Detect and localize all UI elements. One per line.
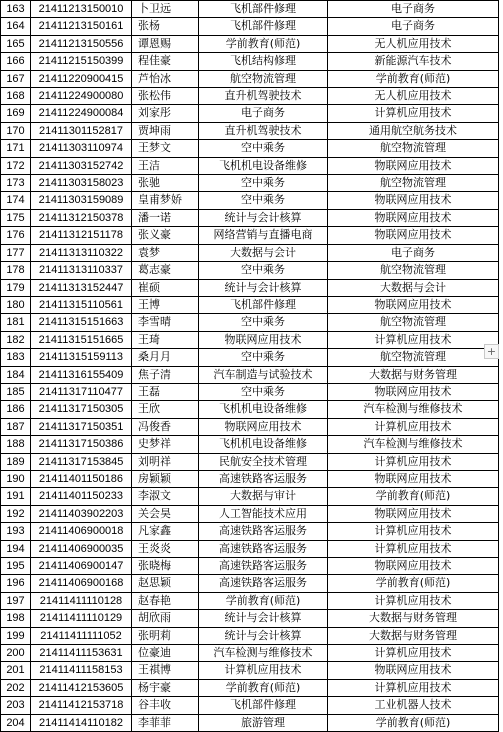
table-row xyxy=(1,35,499,52)
student-id-cell: 21411315151665 xyxy=(31,331,132,348)
table-row xyxy=(1,296,499,313)
target-major-cell: 计算机应用技术 xyxy=(328,645,499,662)
table-row xyxy=(1,366,499,383)
student-id-cell: 21411303152742 xyxy=(31,157,132,174)
student-name-cell: 芦怡冰 xyxy=(132,70,199,87)
table-row xyxy=(1,697,499,714)
student-id-cell: 21411316155409 xyxy=(31,366,132,383)
target-major-cell: 计算机应用技术 xyxy=(328,679,499,696)
student-name-cell: 袁梦 xyxy=(132,244,199,261)
student-name-cell: 刘明祥 xyxy=(132,453,199,470)
target-major-cell: 物联网应用技术 xyxy=(328,296,499,313)
student-name-cell: 张松伟 xyxy=(132,88,199,105)
table-row xyxy=(1,523,499,540)
original-major-cell: 空中乘务 xyxy=(199,314,328,331)
target-major-cell: 计算机应用技术 xyxy=(328,523,499,540)
original-major-cell: 飞机部件修理 xyxy=(199,296,328,313)
original-major-cell: 空中乘务 xyxy=(199,140,328,157)
row-index-cell: 194 xyxy=(1,540,31,557)
row-index-cell: 198 xyxy=(1,610,31,627)
target-major-cell: 电子商务 xyxy=(328,244,499,261)
table-row xyxy=(1,314,499,331)
target-major-cell: 计算机应用技术 xyxy=(328,540,499,557)
table-row xyxy=(1,175,499,192)
target-major-cell: 物联网应用技术 xyxy=(328,227,499,244)
original-major-cell: 空中乘务 xyxy=(199,262,328,279)
student-name-cell: 胡欣雨 xyxy=(132,610,199,627)
student-id-cell: 21411414110182 xyxy=(31,714,132,731)
target-major-cell: 航空物流管理 xyxy=(328,140,499,157)
target-major-cell: 计算机应用技术 xyxy=(328,331,499,348)
target-major-cell: 物联网应用技术 xyxy=(328,470,499,487)
table-row xyxy=(1,227,499,244)
student-name-cell: 谷丰收 xyxy=(132,697,199,714)
original-major-cell: 高速铁路客运服务 xyxy=(199,523,328,540)
row-index-cell: 196 xyxy=(1,575,31,592)
student-id-cell: 21411406900035 xyxy=(31,540,132,557)
target-major-cell: 物联网应用技术 xyxy=(328,558,499,575)
row-index-cell: 166 xyxy=(1,53,31,70)
student-id-cell: 21411317150351 xyxy=(31,418,132,435)
table-row xyxy=(1,714,499,731)
student-name-cell: 王磊 xyxy=(132,383,199,400)
student-name-cell: 葛志豪 xyxy=(132,262,199,279)
row-index-cell: 183 xyxy=(1,349,31,366)
row-index-cell: 191 xyxy=(1,488,31,505)
original-major-cell: 学前教育(师范) xyxy=(199,592,328,609)
table-row xyxy=(1,140,499,157)
table-row xyxy=(1,679,499,696)
table-row xyxy=(1,209,499,226)
student-name-cell: 赵春艳 xyxy=(132,592,199,609)
target-major-cell: 物联网应用技术 xyxy=(328,209,499,226)
table-row xyxy=(1,331,499,348)
original-major-cell: 飞机部件修理 xyxy=(199,1,328,18)
target-major-cell: 物联网应用技术 xyxy=(328,192,499,209)
student-name-cell: 史梦祥 xyxy=(132,436,199,453)
student-name-cell: 王博 xyxy=(132,296,199,313)
target-major-cell: 航空物流管理 xyxy=(328,262,499,279)
original-major-cell: 旅游管理 xyxy=(199,714,328,731)
student-id-cell: 21411412153718 xyxy=(31,697,132,714)
table-row xyxy=(1,262,499,279)
student-id-cell: 21411401150233 xyxy=(31,488,132,505)
original-major-cell: 高速铁路客运服务 xyxy=(199,540,328,557)
table-row xyxy=(1,627,499,644)
original-major-cell: 民航安全技术管理 xyxy=(199,453,328,470)
row-index-cell: 169 xyxy=(1,105,31,122)
student-name-cell: 王欣 xyxy=(132,401,199,418)
student-id-cell: 21411315159113 xyxy=(31,349,132,366)
student-name-cell: 王祺博 xyxy=(132,662,199,679)
student-name-cell: 房颖颖 xyxy=(132,470,199,487)
student-id-cell: 21411220900415 xyxy=(31,70,132,87)
table-row xyxy=(1,157,499,174)
student-name-cell: 王琦 xyxy=(132,331,199,348)
original-major-cell: 空中乘务 xyxy=(199,349,328,366)
row-index-cell: 177 xyxy=(1,244,31,261)
target-major-cell: 汽车检测与维修技术 xyxy=(328,401,499,418)
student-id-cell: 21411401150186 xyxy=(31,470,132,487)
target-major-cell: 航空物流管理 xyxy=(328,349,499,366)
table-row xyxy=(1,592,499,609)
student-name-cell: 张明莉 xyxy=(132,627,199,644)
table-row xyxy=(1,505,499,522)
student-name-cell: 卜卫远 xyxy=(132,1,199,18)
row-index-cell: 185 xyxy=(1,383,31,400)
row-index-cell: 164 xyxy=(1,18,31,35)
student-id-cell: 21411301152817 xyxy=(31,122,132,139)
original-major-cell: 电子商务 xyxy=(199,105,328,122)
target-major-cell: 无人机应用技术 xyxy=(328,35,499,52)
student-id-cell: 21411317110477 xyxy=(31,383,132,400)
student-id-cell: 21411315110561 xyxy=(31,296,132,313)
row-index-cell: 175 xyxy=(1,209,31,226)
student-id-cell: 21411406900147 xyxy=(31,558,132,575)
student-name-cell: 谭恩赐 xyxy=(132,35,199,52)
student-name-cell: 李雪晴 xyxy=(132,314,199,331)
row-index-cell: 202 xyxy=(1,679,31,696)
original-major-cell: 航空物流管理 xyxy=(199,70,328,87)
original-major-cell: 飞机部件修理 xyxy=(199,18,328,35)
original-major-cell: 汽车制造与试验技术 xyxy=(199,366,328,383)
table-row xyxy=(1,453,499,470)
row-index-cell: 204 xyxy=(1,714,31,731)
table-row xyxy=(1,418,499,435)
target-major-cell: 学前教育(师范) xyxy=(328,70,499,87)
row-index-cell: 173 xyxy=(1,175,31,192)
table-row xyxy=(1,401,499,418)
row-index-cell: 195 xyxy=(1,558,31,575)
row-index-cell: 168 xyxy=(1,88,31,105)
student-id-cell: 21411213150161 xyxy=(31,18,132,35)
student-name-cell: 焦子清 xyxy=(132,366,199,383)
target-major-cell: 汽车检测与维修技术 xyxy=(328,436,499,453)
target-major-cell: 学前教育(师范) xyxy=(328,575,499,592)
original-major-cell: 计算机应用技术 xyxy=(199,662,328,679)
table-row xyxy=(1,53,499,70)
target-major-cell: 新能源汽车技术 xyxy=(328,53,499,70)
original-major-cell: 飞机机电设备维修 xyxy=(199,401,328,418)
row-index-cell: 170 xyxy=(1,122,31,139)
student-name-cell: 皇甫梦娇 xyxy=(132,192,199,209)
target-major-cell: 计算机应用技术 xyxy=(328,592,499,609)
table-row xyxy=(1,1,499,18)
original-major-cell: 高速铁路客运服务 xyxy=(199,575,328,592)
student-name-cell: 张驰 xyxy=(132,175,199,192)
student-name-cell: 程佳豪 xyxy=(132,53,199,70)
original-major-cell: 飞机机电设备维修 xyxy=(199,157,328,174)
row-index-cell: 165 xyxy=(1,35,31,52)
student-id-cell: 21411411110128 xyxy=(31,592,132,609)
target-major-cell: 大数据与财务管理 xyxy=(328,366,499,383)
row-index-cell: 189 xyxy=(1,453,31,470)
original-major-cell: 汽车检测与维修技术 xyxy=(199,645,328,662)
original-major-cell: 人工智能技术应用 xyxy=(199,505,328,522)
target-major-cell: 计算机应用技术 xyxy=(328,453,499,470)
target-major-cell: 通用航空航务技术 xyxy=(328,122,499,139)
student-id-cell: 21411215150399 xyxy=(31,53,132,70)
student-id-cell: 21411303159089 xyxy=(31,192,132,209)
row-index-cell: 179 xyxy=(1,279,31,296)
student-id-cell: 21411411158153 xyxy=(31,662,132,679)
target-major-cell: 电子商务 xyxy=(328,1,499,18)
student-name-cell: 凡家鑫 xyxy=(132,523,199,540)
student-id-cell: 21411313110337 xyxy=(31,262,132,279)
student-id-cell: 21411313152447 xyxy=(31,279,132,296)
row-index-cell: 192 xyxy=(1,505,31,522)
table-row xyxy=(1,18,499,35)
student-name-cell: 崔硕 xyxy=(132,279,199,296)
student-id-cell: 21411224900084 xyxy=(31,105,132,122)
student-name-cell: 王洁 xyxy=(132,157,199,174)
original-major-cell: 直升机驾驶技术 xyxy=(199,88,328,105)
student-name-cell: 李淑文 xyxy=(132,488,199,505)
target-major-cell: 无人机应用技术 xyxy=(328,88,499,105)
original-major-cell: 学前教育(师范) xyxy=(199,35,328,52)
target-major-cell: 物联网应用技术 xyxy=(328,383,499,400)
target-major-cell: 物联网应用技术 xyxy=(328,505,499,522)
row-index-cell: 187 xyxy=(1,418,31,435)
row-index-cell: 176 xyxy=(1,227,31,244)
student-id-cell: 21411317150386 xyxy=(31,436,132,453)
table-row xyxy=(1,436,499,453)
student-id-cell: 21411412153605 xyxy=(31,679,132,696)
table-row xyxy=(1,105,499,122)
table-row xyxy=(1,279,499,296)
original-major-cell: 高速铁路客运服务 xyxy=(199,558,328,575)
original-major-cell: 网络营销与直播电商 xyxy=(199,227,328,244)
student-id-cell: 21411313110322 xyxy=(31,244,132,261)
student-id-cell: 21411303110974 xyxy=(31,140,132,157)
table-row xyxy=(1,610,499,627)
target-major-cell: 计算机应用技术 xyxy=(328,418,499,435)
student-id-cell: 21411411110129 xyxy=(31,610,132,627)
original-major-cell: 统计与会计核算 xyxy=(199,610,328,627)
student-name-cell: 王炎炎 xyxy=(132,540,199,557)
table-row xyxy=(1,70,499,87)
original-major-cell: 空中乘务 xyxy=(199,383,328,400)
student-id-cell: 21411317153845 xyxy=(31,453,132,470)
target-major-cell: 物联网应用技术 xyxy=(328,157,499,174)
student-name-cell: 冯俊香 xyxy=(132,418,199,435)
table-row xyxy=(1,192,499,209)
student-id-cell: 21411213150556 xyxy=(31,35,132,52)
student-id-cell: 21411406900168 xyxy=(31,575,132,592)
row-index-cell: 174 xyxy=(1,192,31,209)
original-major-cell: 直升机驾驶技术 xyxy=(199,122,328,139)
original-major-cell: 飞机结构修理 xyxy=(199,53,328,70)
student-id-cell: 21411312150378 xyxy=(31,209,132,226)
row-index-cell: 201 xyxy=(1,662,31,679)
original-major-cell: 统计与会计核算 xyxy=(199,627,328,644)
target-major-cell: 计算机应用技术 xyxy=(328,105,499,122)
table-row xyxy=(1,244,499,261)
row-index-cell: 197 xyxy=(1,592,31,609)
student-id-cell: 21411317150305 xyxy=(31,401,132,418)
expand-button[interactable]: + xyxy=(484,344,499,359)
row-index-cell: 163 xyxy=(1,1,31,18)
row-index-cell: 200 xyxy=(1,645,31,662)
original-major-cell: 大数据与审计 xyxy=(199,488,328,505)
student-id-cell: 21411213150010 xyxy=(31,1,132,18)
student-name-cell: 位豪迪 xyxy=(132,645,199,662)
table-row xyxy=(1,558,499,575)
student-id-cell: 21411411111052 xyxy=(31,627,132,644)
target-major-cell: 大数据与财务管理 xyxy=(328,610,499,627)
row-index-cell: 199 xyxy=(1,627,31,644)
target-major-cell: 电子商务 xyxy=(328,18,499,35)
target-major-cell: 大数据与会计 xyxy=(328,279,499,296)
original-major-cell: 飞机部件修理 xyxy=(199,697,328,714)
table-row xyxy=(1,349,499,366)
target-major-cell: 工业机器人技术 xyxy=(328,697,499,714)
target-major-cell: 学前教育(师范) xyxy=(328,488,499,505)
student-id-cell: 21411315151663 xyxy=(31,314,132,331)
table-row xyxy=(1,575,499,592)
table-body xyxy=(1,1,499,732)
student-name-cell: 张杨 xyxy=(132,18,199,35)
student-id-cell: 21411224900080 xyxy=(31,88,132,105)
student-name-cell: 张义豪 xyxy=(132,227,199,244)
table-row xyxy=(1,383,499,400)
table-row xyxy=(1,488,499,505)
student-name-cell: 王梦文 xyxy=(132,140,199,157)
student-name-cell: 关会昊 xyxy=(132,505,199,522)
row-index-cell: 180 xyxy=(1,296,31,313)
table-row xyxy=(1,662,499,679)
table-row xyxy=(1,88,499,105)
student-id-cell: 21411406900018 xyxy=(31,523,132,540)
original-major-cell: 空中乘务 xyxy=(199,192,328,209)
student-name-cell: 潘一诺 xyxy=(132,209,199,226)
row-index-cell: 190 xyxy=(1,470,31,487)
row-index-cell: 188 xyxy=(1,436,31,453)
table-row xyxy=(1,470,499,487)
table-row xyxy=(1,645,499,662)
row-index-cell: 186 xyxy=(1,401,31,418)
target-major-cell: 航空物流管理 xyxy=(328,314,499,331)
row-index-cell: 167 xyxy=(1,70,31,87)
row-index-cell: 182 xyxy=(1,331,31,348)
table-row xyxy=(1,122,499,139)
student-name-cell: 刘家彤 xyxy=(132,105,199,122)
original-major-cell: 大数据与会计 xyxy=(199,244,328,261)
student-name-cell: 张晓梅 xyxy=(132,558,199,575)
student-name-cell: 贾坤雨 xyxy=(132,122,199,139)
target-major-cell: 航空物流管理 xyxy=(328,175,499,192)
table-row xyxy=(1,540,499,557)
row-index-cell: 181 xyxy=(1,314,31,331)
row-index-cell: 184 xyxy=(1,366,31,383)
student-name-cell: 杨宇豪 xyxy=(132,679,199,696)
student-id-cell: 21411411153631 xyxy=(31,645,132,662)
row-index-cell: 171 xyxy=(1,140,31,157)
original-major-cell: 高速铁路客运服务 xyxy=(199,470,328,487)
student-name-cell: 桑月月 xyxy=(132,349,199,366)
original-major-cell: 空中乘务 xyxy=(199,175,328,192)
target-major-cell: 大数据与财务管理 xyxy=(328,627,499,644)
target-major-cell: 物联网应用技术 xyxy=(328,662,499,679)
row-index-cell: 172 xyxy=(1,157,31,174)
original-major-cell: 学前教育(师范) xyxy=(199,679,328,696)
target-major-cell: 学前教育(师范) xyxy=(328,714,499,731)
original-major-cell: 飞机机电设备维修 xyxy=(199,436,328,453)
row-index-cell: 193 xyxy=(1,523,31,540)
original-major-cell: 统计与会计核算 xyxy=(199,209,328,226)
student-name-cell: 李菲菲 xyxy=(132,714,199,731)
student-id-cell: 21411403902203 xyxy=(31,505,132,522)
row-index-cell: 203 xyxy=(1,697,31,714)
student-id-cell: 21411312151178 xyxy=(31,227,132,244)
original-major-cell: 统计与会计核算 xyxy=(199,279,328,296)
student-id-cell: 21411303158023 xyxy=(31,175,132,192)
original-major-cell: 物联网应用技术 xyxy=(199,418,328,435)
student-name-cell: 赵思颖 xyxy=(132,575,199,592)
row-index-cell: 178 xyxy=(1,262,31,279)
original-major-cell: 物联网应用技术 xyxy=(199,331,328,348)
